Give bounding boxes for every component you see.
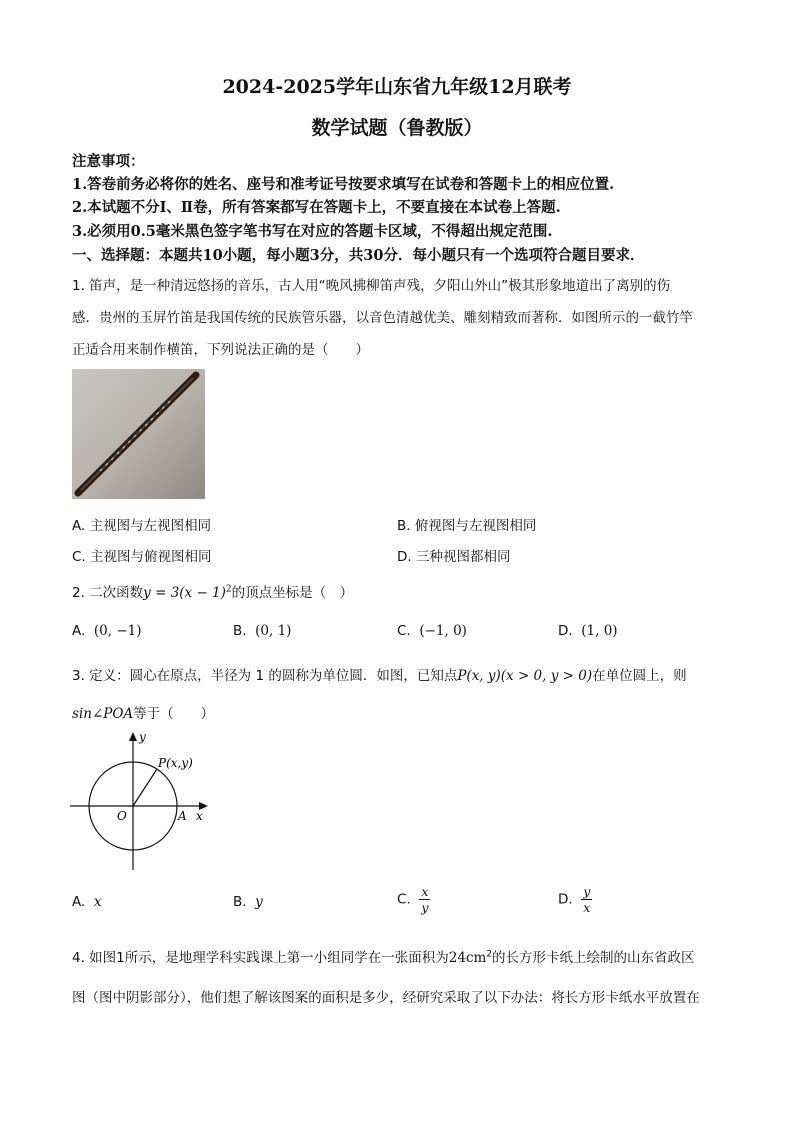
- q3-line-1: [72, 664, 687, 684]
- q2-option-d-label: D.: [558, 623, 573, 639]
- q2-option-d-value: (1, 0): [581, 623, 618, 639]
- q2-option-d: [558, 623, 618, 639]
- q2-option-c: [397, 623, 467, 639]
- q3-option-c-fraction: [419, 884, 430, 915]
- q1-option-a: A. 主视图与左视图相同: [72, 518, 212, 534]
- q4-area-exponent: 2: [486, 949, 493, 960]
- q2-option-c-value: (−1, 0): [419, 623, 467, 639]
- q2-option-a-label: A.: [72, 623, 86, 639]
- q3-prefix: 3. 定义：圆心在原点，半径为 1 的圆称为单位圆．如图，已知点: [72, 668, 458, 684]
- q3-option-c-numerator: x: [421, 884, 429, 899]
- q2-stem: [72, 581, 353, 601]
- q2-option-a: [72, 623, 142, 639]
- q3-option-b: [233, 894, 263, 910]
- radius-op: [133, 769, 157, 806]
- x-axis-label: x: [196, 809, 203, 823]
- q3-option-a-label: A.: [72, 894, 86, 910]
- q4-prefix: 4. 如图1所示，是地理学科实践课上第一小组同学在一张面积为: [72, 950, 449, 966]
- q3-option-d-fraction: [581, 884, 592, 915]
- note-item-1: 1.答卷前务必将你的姓名、座号和准考证号按要求填写在试卷和答题卡上的相应位置.: [72, 176, 615, 193]
- origin-label: O: [117, 809, 127, 823]
- note-item-2: 2.本试题不分Ⅰ、Ⅱ卷，所有答案都写在答题卡上，不要直接在本试卷上答题.: [72, 199, 561, 216]
- point-p-label: P(x,y): [158, 756, 193, 770]
- q4-line-2: 图（图中阴影部分），他们想了解该图案的面积是多少，经研究采取了以下办法：将长方形卡纸水平放置在: [72, 990, 700, 1006]
- q3-option-b-label: B.: [233, 894, 247, 910]
- q2-option-a-value: (0, −1): [93, 623, 142, 639]
- note-item-3: 3.必须用0.5毫米黑色签字笔书写在对应的答题卡区域，不得超出规定范围.: [72, 223, 553, 240]
- q1-line-2: 感．贵州的玉屏竹笛是我国传统的民族管乐器，以音色清越优美、雕刻精致而著称．如图所示的一截竹竿: [72, 310, 693, 326]
- q3-option-c-label: C.: [397, 891, 411, 908]
- q1-line-3: 正适合用来制作横笛，下列说法正确的是（ ）: [72, 342, 369, 358]
- q2-formula: y = 3(x − 1): [143, 585, 226, 601]
- section-heading: 一、选择题：本题共10小题，每小题3分，共30分．每小题只有一个选项符合题目要求．: [72, 247, 645, 264]
- q2-option-b-value: (0, 1): [255, 623, 292, 639]
- q3-sin-expression: sin∠POA: [72, 706, 134, 722]
- point-a-label: A: [178, 809, 187, 823]
- q2-exponent: 2: [225, 584, 232, 595]
- q2-option-b-label: B.: [233, 623, 247, 639]
- q2-prefix: 2. 二次函数: [72, 585, 144, 601]
- q3-line-2: [72, 702, 214, 722]
- q3-option-c-denominator: y: [421, 900, 429, 915]
- q3-point: P(x, y)(x > 0, y > 0): [457, 668, 593, 684]
- q3-suffix: 在单位圆上，则: [592, 668, 687, 684]
- q3-option-d: [558, 884, 592, 915]
- q3-option-d-label: D.: [558, 891, 573, 908]
- q3-option-a-value: x: [93, 894, 102, 910]
- q4-suffix: 的长方形卡纸上绘制的山东省政区: [492, 950, 695, 966]
- q2-option-b: [233, 623, 291, 639]
- q1-option-c: C. 主视图与俯视图相同: [72, 549, 212, 565]
- q4-line-1: [72, 946, 695, 966]
- q1-option-d: D. 三种视图都相同: [397, 549, 511, 565]
- q3-line2-suffix: 等于（ ）: [133, 706, 215, 722]
- q3-option-a: [72, 894, 102, 910]
- q3-option-d-numerator: y: [583, 884, 591, 899]
- q3-option-d-denominator: x: [583, 900, 591, 915]
- q2-option-c-label: C.: [397, 623, 411, 639]
- q2-suffix: 的顶点坐标是（ ）: [231, 585, 354, 601]
- exam-subtitle: 数学试题（鲁教版）: [311, 117, 483, 139]
- q1-line-1: 1. 笛声，是一种清远悠扬的音乐，古人用“晚风拂柳笛声残，夕阳山外山”极其形象地道出了离别的伤: [72, 278, 671, 294]
- unit-circle-diagram: [68, 728, 213, 873]
- y-axis-label: y: [139, 730, 146, 744]
- q1-option-b: B. 俯视图与左视图相同: [397, 518, 537, 534]
- bamboo-flute-photo: [72, 369, 205, 499]
- exam-title: 2024-2025学年山东省九年级12月联考: [222, 76, 572, 98]
- y-axis-arrow-icon: [129, 732, 137, 741]
- q4-area: 24cm: [448, 950, 487, 966]
- q3-option-b-value: y: [255, 894, 263, 910]
- q3-option-c: [397, 884, 430, 915]
- notes-heading: 注意事项：: [72, 153, 145, 170]
